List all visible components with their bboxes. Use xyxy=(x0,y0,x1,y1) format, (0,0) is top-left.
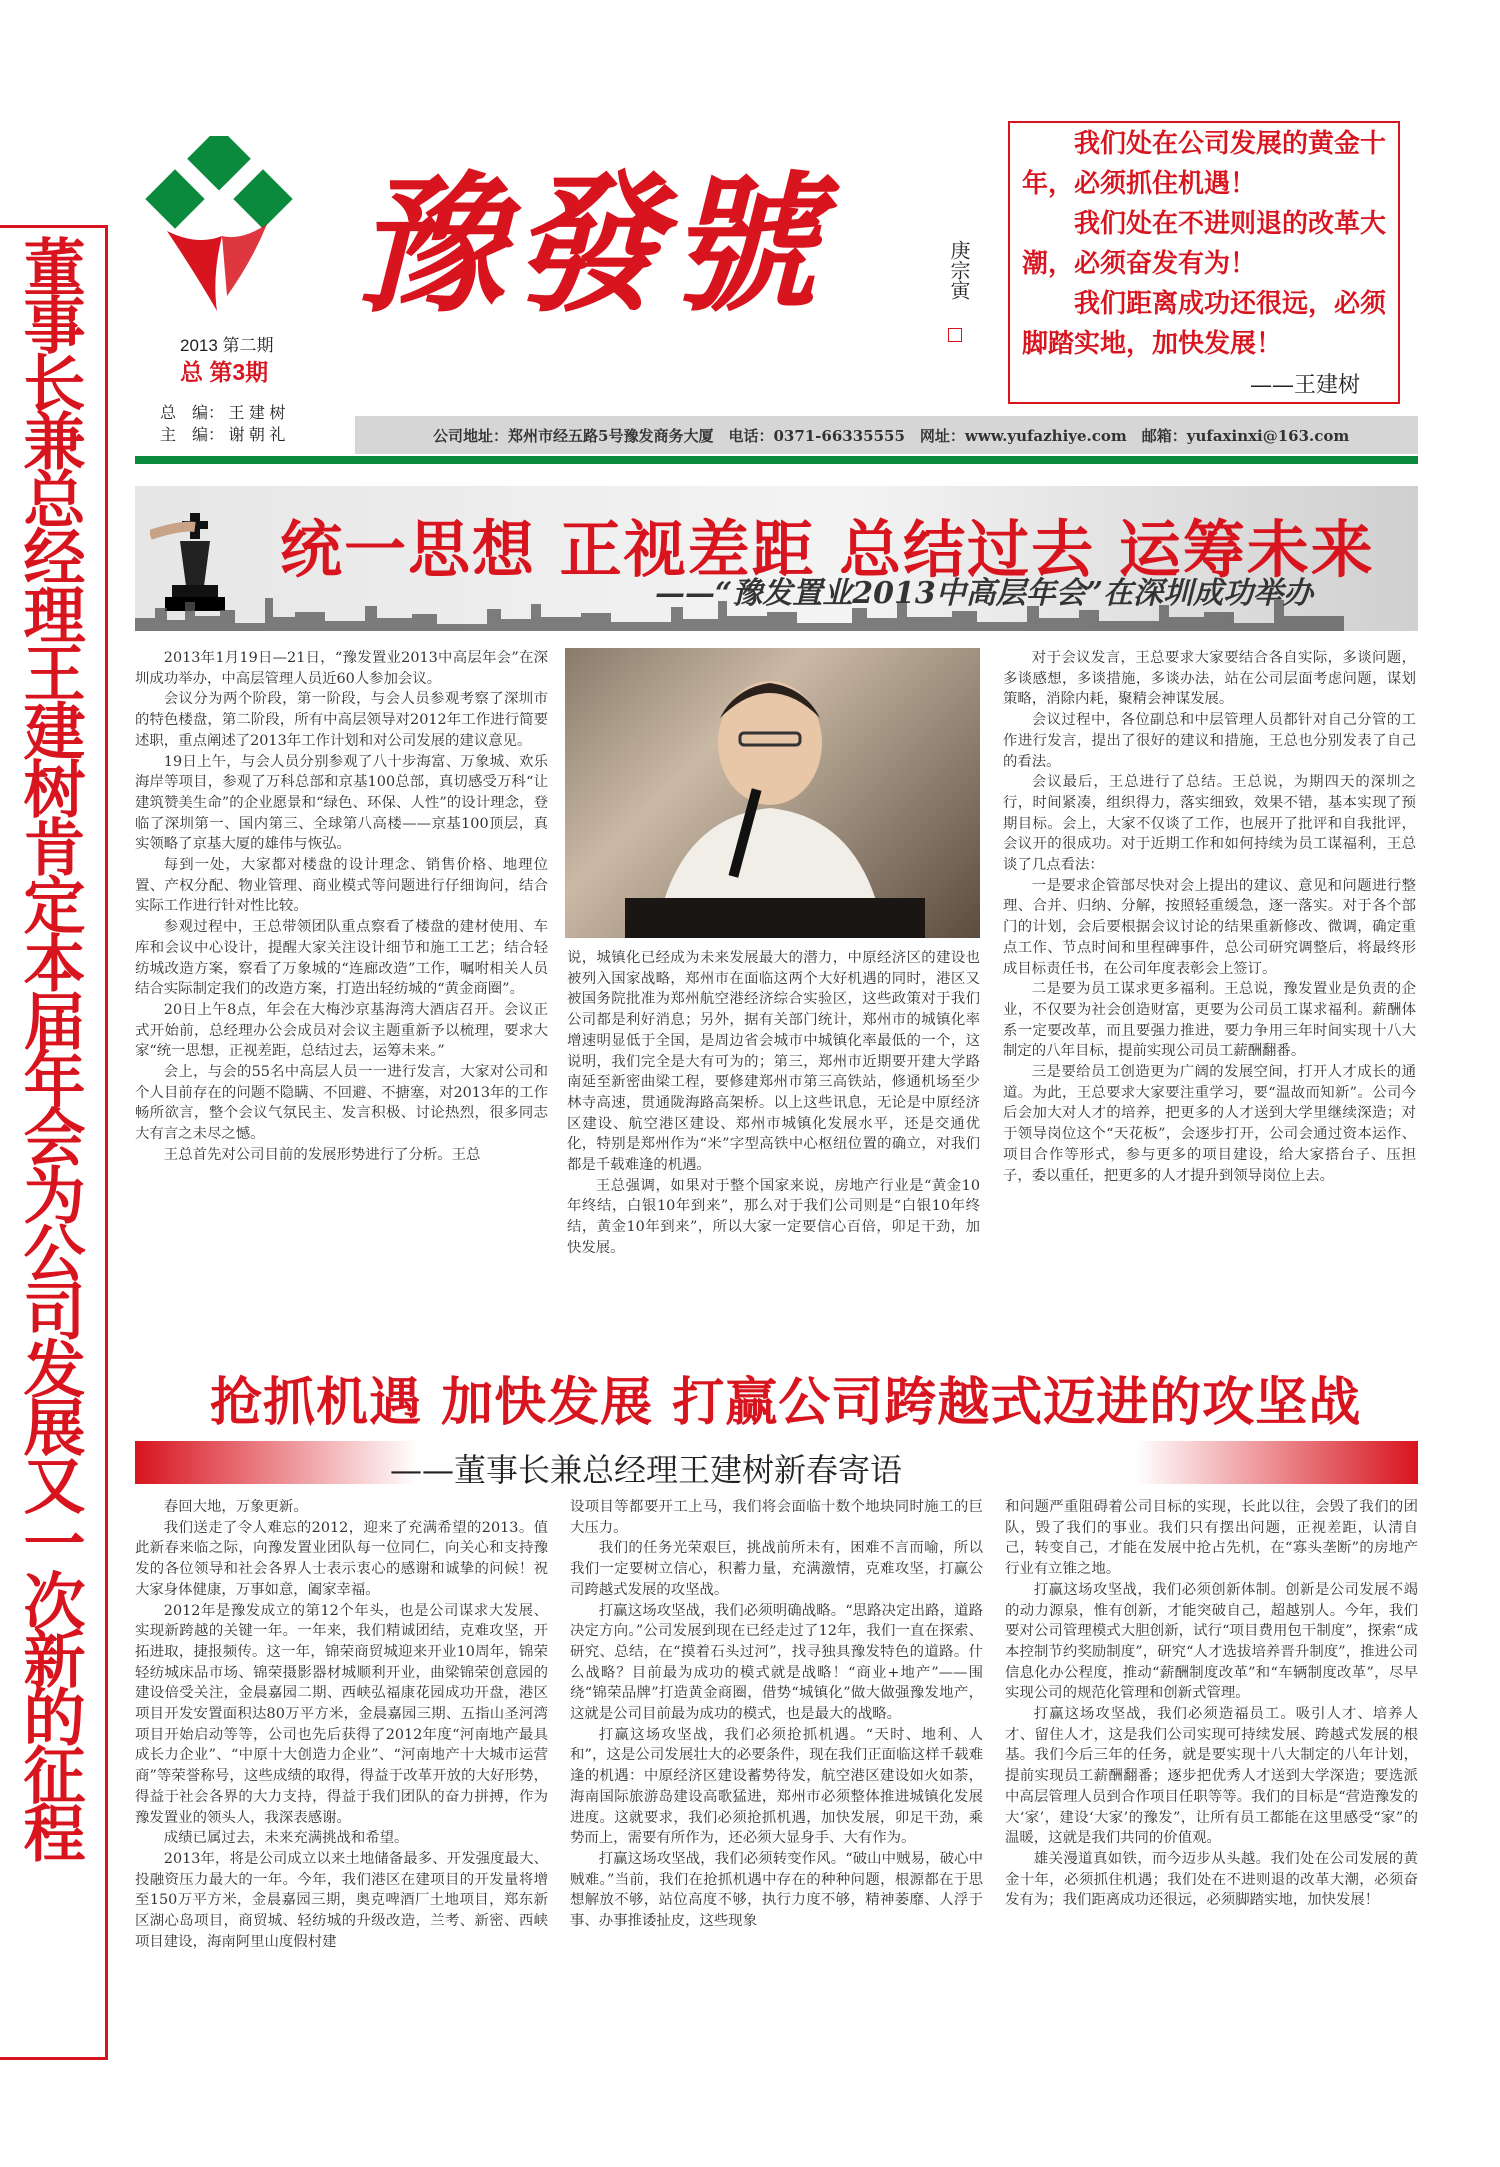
paragraph: 参观过程中，王总带领团队重点察看了楼盘的建材使用、车库和会议中心设计，提醒大家关注设计细节和施工工艺；结合轻纺城改造方案，察看了万象城的“连廊改造”工作，嘱咐相关人员结合实际制定我们的改造方案，打造出轻纺城的“黄金商圈”。 xyxy=(135,919,548,998)
photo-podium xyxy=(625,898,925,938)
paragraph: 会议分为两个阶段，第一阶段，与会人员参观考察了深圳市的特色楼盘，第二阶段，所有中高层领导对2012年工作进行简要述职，重点阐述了2013年工作计划和对公司发展的建议意见。 xyxy=(135,691,548,749)
quote-line-3: 我们距离成功还很远，必须脚踏实地，加快发展！ xyxy=(1022,289,1387,359)
quote-text xyxy=(1022,124,1397,364)
article1-col1 xyxy=(135,648,548,1338)
editor-name: 谢 朝 礼 xyxy=(228,427,286,444)
paragraph: 雄关漫道真如铁，而今迈步从头越。我们处在公司发展的黄金十年，必须抓住机遇；我们处在不进则退的改革大潮，必须奋发有为；我们距离成功还很远，必须脚踏实地，加快发展！ xyxy=(1005,1850,1418,1909)
paragraph: 19日上午，与会人员分别参观了八十步海富、万象城、欢乐海岸等项目，参观了万科总部和京基100总部，真切感受万科“让建筑赞美生命”的企业愿景和“绿色、环保、人性”的设计理念，登临了深圳第一、国内第三、全球第八高楼——京基100顶层，真实领略了京基大厦的雄伟与恢弘。 xyxy=(135,753,548,853)
headline-2-subtitle: ——董事长兼总经理王建树新春寄语 xyxy=(390,1451,903,1489)
paragraph: 说，城镇化已经成为未来发展最大的潜力，中原经济区的建设也被列入国家战略，郑州市在面临这两个大好机遇的同时，港区又被国务院批准为郑州航空港经济综合实验区，这些政策对于我们公司都是利好消息；另外，据有关部门统计，郑州市的城镇化率增速明显低于全国，是周边省会城市中城镇化率最低的一个，这说明，我们完全是大有可为的；第三，郑州市近期要开建大学路南延至新密曲梁工程，要修建郑州市第三高铁站，修通机场至少林寺高速，贯通陇海路高架桥。以上这些讯息，无论是中原经济区建设、航空港区建设、郑州市城镇化发展水平，还是交通优化，特别是郑州作为“米”字型高铁中心枢纽位置的确立，对我们都是千载难逢的机遇。 xyxy=(567,950,980,1174)
headline-2: 抢抓机遇 加快发展 打赢公司跨越式迈进的攻坚战 xyxy=(210,1373,1362,1433)
paragraph: 20日上午8点，年会在大梅沙京基海湾大酒店召开。会议正式开始前，总经理办公会成员对会议主题重新予以梳理，要求大家“统一思想，正视差距，总结过去，运筹未来。” xyxy=(135,1001,548,1060)
paragraph: 对于会议发言，王总要求大家要结合各自实际，多谈问题，多谈感想，多谈措施，多谈办法，站在公司层面考虑问题，谋划策略，消除内耗，聚精会神谋发展。 xyxy=(1003,650,1416,708)
paragraph: 和问题严重阻碍着公司目标的实现，长此以往，会毁了我们的团队，毁了我们的事业。我们只有摆出问题，正视差距，认清自己，转变自己，才能在发展中抢占先机，在“寡头垄断”的房地产行业有立锥之地。 xyxy=(1005,1499,1418,1578)
article1-col2 xyxy=(567,948,980,1338)
quote-line-2: 我们处在不进则退的改革大潮，必须奋发有为！ xyxy=(1022,209,1387,279)
logo-diamond-right xyxy=(233,169,292,228)
editor-row xyxy=(160,422,285,445)
paragraph: 会议最后，王总进行了总结。王总说，为期四天的深圳之行，时间紧凑，组织得力，落实细致，效果不错，基本实现了预期目标。会上，大家不仅谈了工作，也展开了批评和自我批评，会议开的很成功。对于近期工作和如何持续为员工谋福利，王总谈了几点看法： xyxy=(1003,774,1416,874)
article2-col2 xyxy=(570,1497,983,2147)
speaker-photo xyxy=(565,648,980,938)
paragraph: 一是要求企管部尽快对会上提出的建议、意见和问题进行整理、合并、归纳、分解，按照轻重缓急，逐一落实。对于各个部门的计划，会后要根据会议讨论的结果重新修改、微调，确定重点工作、节点时间和里程碑事件，总公司研究调整后，将最终形成目标责任书，在公司年度表彰会上签订。 xyxy=(1003,877,1416,977)
chief-editor-label: 总 编： xyxy=(160,405,225,422)
article2-col1 xyxy=(135,1497,548,2147)
paragraph: 王总强调，如果对于整个国家来说，房地产行业是“黄金10年终结，白银10年到来”，那么对于我们公司则是“白银10年终结，黄金10年到来”，所以大家一定要信心百倍，卯足干劲，加快发展。 xyxy=(567,1177,980,1256)
logo-diamond-left xyxy=(145,169,204,228)
paragraph: 二是要为员工谋求更多福利。王总说，豫发置业是负责的企业，不仅要为社会创造财富，更要为公司员工谋求福利。薪酬体系一定要改革，而且要强力推进，要力争用三年时间实现十八大制定的八年目标，提前实现公司员工薪酬翻番。 xyxy=(1003,981,1416,1060)
paragraph: 2013年1月19日—21日，“豫发置业2013中高层年会”在深圳成功举办，中高层管理人员近60人参加会议。 xyxy=(135,650,548,687)
paragraph: 我们的任务光荣艰巨，挑战前所未有，困难不言而喻，所以我们一定要树立信心，积蓄力量，充满激情，克难攻坚，打赢公司跨越式发展的攻坚战。 xyxy=(570,1540,983,1598)
article1-col3 xyxy=(1003,648,1416,1338)
quote-signature: ——王建树 xyxy=(1250,373,1361,398)
banner-title: 统一思想 正视差距 总结过去 运筹未来 xyxy=(280,513,1375,586)
paragraph: 2013年，将是公司成立以来土地储备最多、开发强度最大、投融资压力最大的一年。今年，我们港区在建项目的开发量将增至150万平方米，金晨嘉园三期，奥克啤酒厂土地项目，郑东新区湖心岛项目，商贸城、轻纺城的升级改造，兰考、新密、西峡项目建设，海南阿里山度假村建 xyxy=(135,1850,548,1950)
editor-label: 主 编： xyxy=(160,427,225,444)
article2-col3 xyxy=(1005,1497,1418,2147)
paragraph: 2012年是豫发成立的第12个年头，也是公司谋求大发展、实现新跨越的关键一年。一年来，我们精诚团结，克难攻坚，开拓进取，捷报频传。这一年，锦荣商贸城迎来开业10周年，锦荣轻纺城床品市场、锦荣摄影器材城顺利开业，曲梁锦荣创意园的建设倍受关注，金晨嘉园二期、西峡弘福康花园成功开盘，港区项目开发安置面积达80万平方米，金晨嘉园三期、五指山圣河湾项目开始启动等等，公司也先后获得了2012年度“河南地产最具成长力企业”、“中原十大创造力企业”、“河南地产十大城市运营商”等荣誉称号，这些成绩的取得，得益于改革开放的大好形势，得益于社会各界的大力支持，得益于我们团队的奋力拼搏，作为豫发置业的领头人，我深表感谢。 xyxy=(135,1602,548,1826)
paragraph: 王总首先对公司目前的发展形势进行了分析。王总 xyxy=(163,1146,481,1163)
paragraph: 每到一处，大家都对楼盘的设计理念、销售价格、地理位置、产权分配、物业管理、商业模式等问题进行仔细询问，结合实际工作进行针对性比较。 xyxy=(135,857,548,915)
side-slogan: 董事长兼总经理王建树肯定本届年会为公司发展又一次新的征程 xyxy=(13,235,86,1859)
paragraph: 我们送走了令人难忘的2012，迎来了充满希望的2013。值此新春来临之际，向豫发置业团队每一位同仁，向关心和支持豫发的各位领导和社会各界人士表示衷心的感谢和诚挚的问候！祝大家身体健康，万事如意，阖家幸福。 xyxy=(135,1519,548,1598)
issue-number: 总 第3期 xyxy=(180,359,269,385)
seal-stamp xyxy=(948,328,962,342)
masthead-title: 豫發號 xyxy=(355,157,824,333)
logo-leaf-red xyxy=(167,231,222,311)
calligrapher-signature: 庚宗寅 xyxy=(947,240,971,300)
header-divider xyxy=(135,456,1418,464)
paragraph: 会议过程中，各位副总和中层管理人员都针对自己分管的工作进行发言，提出了很好的建议和措施，王总也分别发表了自己的看法。 xyxy=(1003,712,1416,770)
paragraph: 成绩已属过去，未来充满挑战和希望。 xyxy=(163,1830,409,1847)
paragraph: 打赢这场攻坚战，我们必须创新体制。创新是公司发展不竭的动力源泉，惟有创新，才能突破自己，超越别人。今年，我们要对公司管理模式大胆创新，试行“项目费用包干制度”，探索“成本控制节约奖励制度”，研究“人才选拔培养晋升制度”，推进公司信息化办公程度，推动“薪酬制度改革”和“车辆制度改革”，尽早实现公司的规范化管理和创新式管理。 xyxy=(1005,1581,1418,1702)
logo-diamond-top xyxy=(187,136,251,191)
contact-info: 公司地址：郑州市经五路5号豫发商务大厦 电话：0371-66335555 网址：www.yufazhiye.com 邮箱：yufaxinxi@163.com xyxy=(433,427,1350,445)
paragraph: 会上，与会的55名中高层人员一一进行发言，大家对公司和个人目前存在的问题不隐瞒、不回避、不搪塞，对2013年的工作畅所欲言，整个会议气氛民主、发言积极、讨论热烈，很多同志大有言之未尽之憾。 xyxy=(135,1064,548,1143)
paragraph: 设项目等都要开工上马，我们将会面临十数个地块同时施工的巨大压力。 xyxy=(570,1499,983,1536)
chief-editor-name: 王 建 树 xyxy=(228,405,286,422)
paragraph: 三是要给员工创造更为广阔的发展空间，打开人才成长的通道。为此，王总要求大家要注重学习，要“温故而知新”。公司今后会加大对人才的培养，把更多的人才送到大学里继续深造；对于领导岗位这个“天花板”，会逐步打开，公司会通过资本运作、项目合作等形式，参与更多的项目建设，给大家搭台子、压担子，委以重任，把更多的人才提升到领导岗位上去。 xyxy=(1003,1064,1416,1184)
company-logo xyxy=(142,136,302,316)
paragraph: 打赢这场攻坚战，我们必须抢抓机遇。“天时、地利、人和”，这是公司发展壮大的必要条件，现在我们正面临这样千载难逢的机遇：中原经济区建设蓄势待发，航空港区建设如火如荼，海南国际旅游岛建设高歌猛进，郑州市必须整体推进城镇化发展进度。这就要求，我们必须抢抓机遇，加快发展，卯足干劲，乘势而上，需要有所作为，还必须大显身手、大有作为。 xyxy=(570,1726,983,1847)
chief-editor-row xyxy=(160,400,285,423)
logo-leaf-red-2 xyxy=(222,224,267,296)
paragraph: 打赢这场攻坚战，我们必须造福员工。吸引人才、培养人才、留住人才，这是我们公司实现可持续发展、跨越式发展的根基。我们今后三年的任务，就是要实现十八大制定的八年计划，提前实现员工薪酬翻番；逐步把优秀人才送到大学深造；要选派中高层管理人员到合作项目任职等等。我们的目标是“营造豫发的大‘家’，建设‘大家’的豫发”，让所有员工都能在这里感受“家”的温暖，这就是我们共同的价值观。 xyxy=(1005,1706,1418,1847)
paragraph: 打赢这场攻坚战，我们必须转变作风。“破山中贼易，破心中贼难。”当前，我们在抢抓机遇中存在的种种问题，根源都在于思想解放不够，站位高度不够，执行力度不够，精神萎靡、人浮于事、办事推诿扯皮，这些现象 xyxy=(570,1850,983,1930)
quote-line-1: 我们处在公司发展的黄金十年，必须抓住机遇！ xyxy=(1022,129,1387,199)
issue-year: 2013 第二期 xyxy=(180,336,274,355)
paragraph: 打赢这场攻坚战，我们必须明确战略。“思路决定出路，道路决定方向。”公司发展到现在已经走过了12年，我们一直在探索、研究、总结，在“摸着石头过河”，找寻独具豫发特色的道路。什么战略？目前最为成功的模式就是战略！“商业+地产”——围绕“锦荣品牌”打造黄金商圈，借势“城镇化”做大做强豫发地产，这就是公司目前最为成功的模式，也是最大的战略。 xyxy=(570,1602,983,1723)
banner-subtitle: ——“豫发置业2013中高层年会”在深圳成功举办 xyxy=(655,576,1314,611)
paragraph: 春回大地，万象更新。 xyxy=(163,1499,308,1515)
